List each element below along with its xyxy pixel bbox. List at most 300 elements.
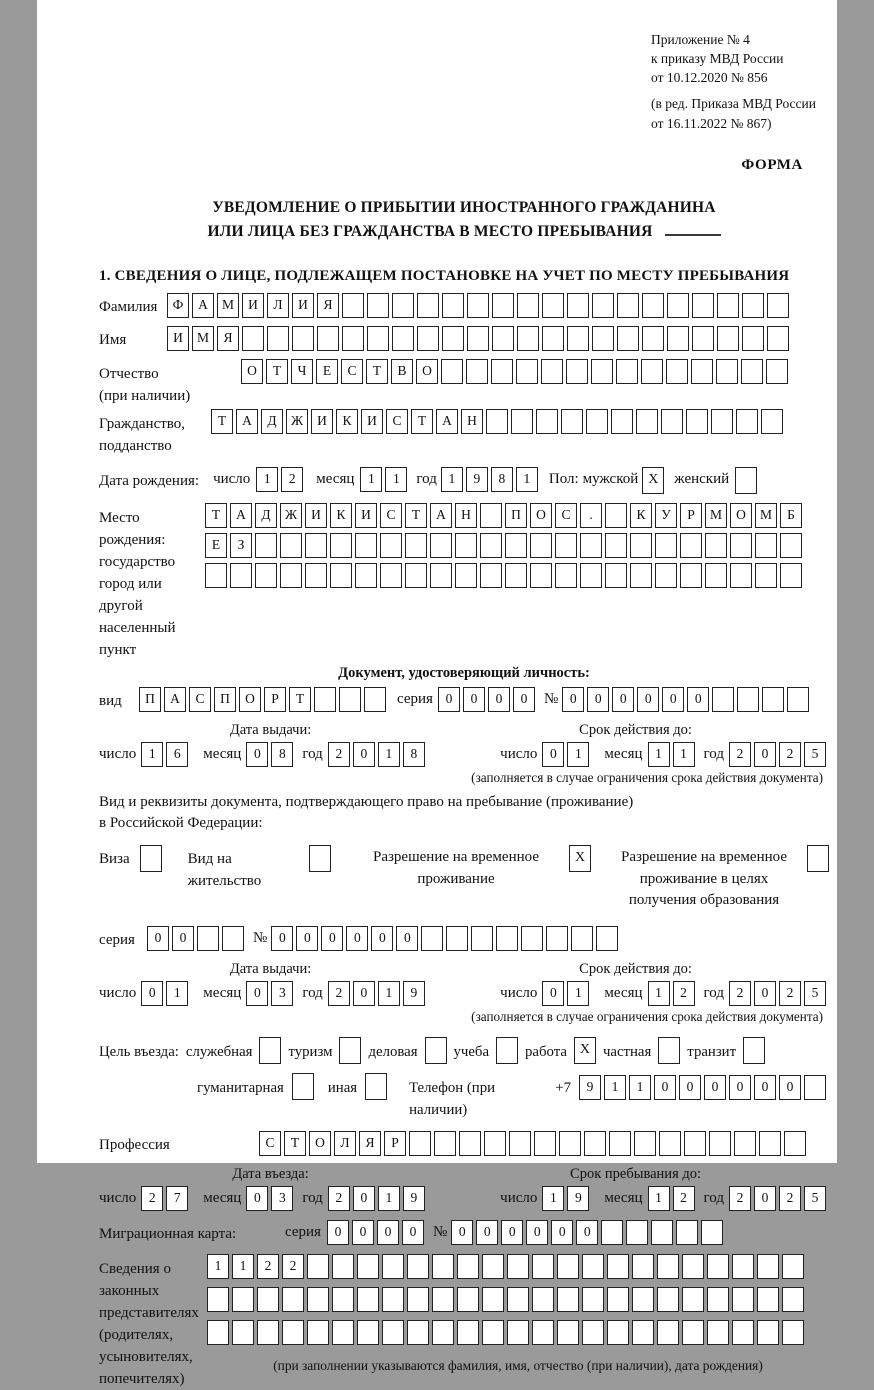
- form-cell[interactable]: [617, 326, 639, 351]
- form-cell[interactable]: [711, 409, 733, 434]
- form-cell[interactable]: [542, 293, 564, 318]
- form-cell[interactable]: [607, 1254, 629, 1279]
- form-cell[interactable]: [330, 563, 352, 588]
- form-cell[interactable]: 1: [441, 467, 463, 492]
- form-cell[interactable]: [442, 293, 464, 318]
- form-cell[interactable]: [492, 293, 514, 318]
- form-cell[interactable]: 0: [704, 1075, 726, 1100]
- form-cell[interactable]: [582, 1254, 604, 1279]
- form-cell[interactable]: 2: [729, 1186, 751, 1211]
- form-cell[interactable]: С: [189, 687, 211, 712]
- form-cell[interactable]: [492, 326, 514, 351]
- form-cell[interactable]: [682, 1320, 704, 1345]
- form-cell[interactable]: 0: [246, 742, 268, 767]
- form-cell[interactable]: [432, 1287, 454, 1312]
- form-cell[interactable]: [405, 533, 427, 558]
- form-cell[interactable]: [339, 687, 361, 712]
- form-cell[interactable]: 2: [328, 1186, 350, 1211]
- form-cell[interactable]: [657, 1320, 679, 1345]
- form-cell[interactable]: [536, 409, 558, 434]
- form-cell[interactable]: [380, 563, 402, 588]
- form-cell[interactable]: [757, 1320, 779, 1345]
- form-cell[interactable]: [417, 326, 439, 351]
- form-cell[interactable]: [511, 409, 533, 434]
- form-cell[interactable]: [409, 1131, 431, 1156]
- form-cell[interactable]: [255, 533, 277, 558]
- form-cell[interactable]: [517, 326, 539, 351]
- form-cell[interactable]: [534, 1131, 556, 1156]
- form-cell[interactable]: 0: [476, 1220, 498, 1245]
- form-cell[interactable]: [667, 293, 689, 318]
- form-cell[interactable]: 8: [403, 742, 425, 767]
- purpose-private-checkbox[interactable]: [658, 1037, 680, 1064]
- form-cell[interactable]: 1: [567, 981, 589, 1006]
- form-cell[interactable]: 7: [166, 1186, 188, 1211]
- form-cell[interactable]: [482, 1254, 504, 1279]
- form-cell[interactable]: [780, 533, 802, 558]
- form-cell[interactable]: 0: [488, 687, 510, 712]
- form-cell[interactable]: К: [330, 503, 352, 528]
- form-cell[interactable]: [314, 687, 336, 712]
- form-cell[interactable]: 5: [804, 742, 826, 767]
- form-cell[interactable]: [626, 1220, 648, 1245]
- form-cell[interactable]: [392, 326, 414, 351]
- form-cell[interactable]: [782, 1320, 804, 1345]
- form-cell[interactable]: [484, 1131, 506, 1156]
- form-cell[interactable]: О: [241, 359, 263, 384]
- form-cell[interactable]: 0: [463, 687, 485, 712]
- form-cell[interactable]: [305, 563, 327, 588]
- form-cell[interactable]: 1: [648, 981, 670, 1006]
- form-cell[interactable]: [430, 533, 452, 558]
- form-cell[interactable]: [755, 563, 777, 588]
- form-cell[interactable]: [780, 563, 802, 588]
- form-cell[interactable]: [676, 1220, 698, 1245]
- form-cell[interactable]: [417, 293, 439, 318]
- form-cell[interactable]: [382, 1287, 404, 1312]
- form-cell[interactable]: 0: [654, 1075, 676, 1100]
- form-cell[interactable]: [692, 326, 714, 351]
- form-cell[interactable]: [705, 533, 727, 558]
- form-cell[interactable]: [307, 1287, 329, 1312]
- form-cell[interactable]: 1: [360, 467, 382, 492]
- form-cell[interactable]: [557, 1320, 579, 1345]
- form-cell[interactable]: [712, 687, 734, 712]
- form-cell[interactable]: [592, 293, 614, 318]
- form-cell[interactable]: [442, 326, 464, 351]
- form-cell[interactable]: Т: [289, 687, 311, 712]
- form-cell[interactable]: [205, 563, 227, 588]
- form-cell[interactable]: 0: [679, 1075, 701, 1100]
- form-cell[interactable]: 2: [729, 981, 751, 1006]
- form-cell[interactable]: [716, 359, 738, 384]
- form-cell[interactable]: Я: [217, 326, 239, 351]
- form-cell[interactable]: [586, 409, 608, 434]
- form-cell[interactable]: [364, 687, 386, 712]
- form-cell[interactable]: [332, 1320, 354, 1345]
- form-cell[interactable]: [432, 1254, 454, 1279]
- temp-residence-edu-checkbox[interactable]: [807, 845, 829, 872]
- form-cell[interactable]: С: [259, 1131, 281, 1156]
- form-cell[interactable]: С: [555, 503, 577, 528]
- form-cell[interactable]: 2: [257, 1254, 279, 1279]
- visa-checkbox[interactable]: [140, 845, 162, 872]
- form-cell[interactable]: [555, 563, 577, 588]
- form-cell[interactable]: 9: [567, 1186, 589, 1211]
- form-cell[interactable]: 0: [754, 1075, 776, 1100]
- form-cell[interactable]: М: [217, 293, 239, 318]
- form-cell[interactable]: С: [380, 503, 402, 528]
- form-cell[interactable]: [280, 563, 302, 588]
- form-cell[interactable]: 2: [328, 981, 350, 1006]
- form-cell[interactable]: [657, 1287, 679, 1312]
- form-cell[interactable]: 0: [513, 687, 535, 712]
- form-cell[interactable]: 1: [629, 1075, 651, 1100]
- form-cell[interactable]: [491, 359, 513, 384]
- form-cell[interactable]: [732, 1254, 754, 1279]
- form-cell[interactable]: 0: [576, 1220, 598, 1245]
- form-cell[interactable]: [680, 533, 702, 558]
- form-cell[interactable]: [459, 1131, 481, 1156]
- purpose-other-checkbox[interactable]: [365, 1073, 387, 1100]
- form-cell[interactable]: [532, 1254, 554, 1279]
- form-cell[interactable]: 2: [729, 742, 751, 767]
- form-cell[interactable]: 2: [328, 742, 350, 767]
- form-cell[interactable]: О: [416, 359, 438, 384]
- form-cell[interactable]: [782, 1287, 804, 1312]
- form-cell[interactable]: 9: [403, 981, 425, 1006]
- form-cell[interactable]: [457, 1320, 479, 1345]
- form-cell[interactable]: [242, 326, 264, 351]
- form-cell[interactable]: [467, 326, 489, 351]
- form-cell[interactable]: [767, 326, 789, 351]
- form-cell[interactable]: 1: [378, 1186, 400, 1211]
- form-cell[interactable]: [382, 1254, 404, 1279]
- form-cell[interactable]: Ф: [167, 293, 189, 318]
- form-cell[interactable]: Я: [317, 293, 339, 318]
- form-cell[interactable]: 2: [779, 742, 801, 767]
- form-cell[interactable]: [707, 1254, 729, 1279]
- form-cell[interactable]: [197, 926, 219, 951]
- form-cell[interactable]: Т: [266, 359, 288, 384]
- form-cell[interactable]: О: [239, 687, 261, 712]
- form-cell[interactable]: [607, 1320, 629, 1345]
- form-cell[interactable]: И: [167, 326, 189, 351]
- form-cell[interactable]: М: [192, 326, 214, 351]
- form-cell[interactable]: 2: [673, 1186, 695, 1211]
- form-cell[interactable]: [507, 1287, 529, 1312]
- form-cell[interactable]: [692, 293, 714, 318]
- form-cell[interactable]: 0: [352, 1220, 374, 1245]
- form-cell[interactable]: В: [391, 359, 413, 384]
- form-cell[interactable]: И: [311, 409, 333, 434]
- form-cell[interactable]: [380, 533, 402, 558]
- form-cell[interactable]: [480, 533, 502, 558]
- form-cell[interactable]: [267, 326, 289, 351]
- form-cell[interactable]: 1: [166, 981, 188, 1006]
- form-cell[interactable]: [596, 926, 618, 951]
- form-cell[interactable]: 0: [587, 687, 609, 712]
- form-cell[interactable]: [782, 1254, 804, 1279]
- form-cell[interactable]: 1: [385, 467, 407, 492]
- form-cell[interactable]: [732, 1287, 754, 1312]
- form-cell[interactable]: [591, 359, 613, 384]
- form-cell[interactable]: [651, 1220, 673, 1245]
- form-cell[interactable]: 0: [637, 687, 659, 712]
- form-cell[interactable]: [636, 409, 658, 434]
- form-cell[interactable]: [655, 563, 677, 588]
- form-cell[interactable]: [305, 533, 327, 558]
- form-cell[interactable]: [546, 926, 568, 951]
- form-cell[interactable]: 1: [378, 981, 400, 1006]
- form-cell[interactable]: [530, 563, 552, 588]
- form-cell[interactable]: [355, 533, 377, 558]
- form-cell[interactable]: 0: [612, 687, 634, 712]
- form-cell[interactable]: А: [230, 503, 252, 528]
- form-cell[interactable]: [657, 1254, 679, 1279]
- form-cell[interactable]: [557, 1287, 579, 1312]
- form-cell[interactable]: [516, 359, 538, 384]
- form-cell[interactable]: [659, 1131, 681, 1156]
- form-cell[interactable]: И: [361, 409, 383, 434]
- form-cell[interactable]: [605, 533, 627, 558]
- form-cell[interactable]: [421, 926, 443, 951]
- form-cell[interactable]: [582, 1287, 604, 1312]
- form-cell[interactable]: Т: [411, 409, 433, 434]
- form-cell[interactable]: [282, 1287, 304, 1312]
- form-cell[interactable]: 2: [282, 1254, 304, 1279]
- form-cell[interactable]: 1: [648, 742, 670, 767]
- form-cell[interactable]: К: [336, 409, 358, 434]
- form-cell[interactable]: 0: [172, 926, 194, 951]
- form-cell[interactable]: [407, 1320, 429, 1345]
- form-cell[interactable]: [507, 1320, 529, 1345]
- form-cell[interactable]: 1: [232, 1254, 254, 1279]
- form-cell[interactable]: [680, 563, 702, 588]
- form-cell[interactable]: [559, 1131, 581, 1156]
- form-cell[interactable]: [482, 1287, 504, 1312]
- form-cell[interactable]: [561, 409, 583, 434]
- form-cell[interactable]: 3: [271, 1186, 293, 1211]
- form-cell[interactable]: [787, 687, 809, 712]
- form-cell[interactable]: 1: [516, 467, 538, 492]
- form-cell[interactable]: [457, 1287, 479, 1312]
- form-cell[interactable]: 0: [438, 687, 460, 712]
- form-cell[interactable]: [367, 326, 389, 351]
- form-cell[interactable]: 8: [271, 742, 293, 767]
- form-cell[interactable]: 0: [327, 1220, 349, 1245]
- form-cell[interactable]: Р: [264, 687, 286, 712]
- form-cell[interactable]: [496, 926, 518, 951]
- form-cell[interactable]: 0: [729, 1075, 751, 1100]
- form-cell[interactable]: Л: [334, 1131, 356, 1156]
- form-cell[interactable]: [255, 563, 277, 588]
- form-cell[interactable]: [617, 293, 639, 318]
- form-cell[interactable]: 9: [579, 1075, 601, 1100]
- form-cell[interactable]: [682, 1254, 704, 1279]
- form-cell[interactable]: [655, 533, 677, 558]
- form-cell[interactable]: [480, 563, 502, 588]
- form-cell[interactable]: [607, 1287, 629, 1312]
- form-cell[interactable]: [742, 293, 764, 318]
- form-cell[interactable]: З: [230, 533, 252, 558]
- form-cell[interactable]: [392, 293, 414, 318]
- form-cell[interactable]: 0: [271, 926, 293, 951]
- form-cell[interactable]: 0: [687, 687, 709, 712]
- form-cell[interactable]: [701, 1220, 723, 1245]
- form-cell[interactable]: [661, 409, 683, 434]
- form-cell[interactable]: [757, 1287, 779, 1312]
- form-cell[interactable]: [307, 1320, 329, 1345]
- form-cell[interactable]: [730, 563, 752, 588]
- form-cell[interactable]: Ж: [286, 409, 308, 434]
- form-cell[interactable]: [580, 533, 602, 558]
- form-cell[interactable]: [505, 533, 527, 558]
- form-cell[interactable]: [405, 563, 427, 588]
- form-cell[interactable]: 0: [353, 1186, 375, 1211]
- form-cell[interactable]: 1: [567, 742, 589, 767]
- form-cell[interactable]: [580, 563, 602, 588]
- form-cell[interactable]: [407, 1254, 429, 1279]
- purpose-tourism-checkbox[interactable]: [339, 1037, 361, 1064]
- form-cell[interactable]: 0: [246, 1186, 268, 1211]
- form-cell[interactable]: 0: [353, 981, 375, 1006]
- form-cell[interactable]: 0: [371, 926, 393, 951]
- form-cell[interactable]: 5: [804, 1186, 826, 1211]
- form-cell[interactable]: .: [580, 503, 602, 528]
- form-cell[interactable]: [434, 1131, 456, 1156]
- form-cell[interactable]: Я: [359, 1131, 381, 1156]
- form-cell[interactable]: 2: [779, 1186, 801, 1211]
- form-cell[interactable]: [530, 533, 552, 558]
- form-cell[interactable]: [307, 1254, 329, 1279]
- form-cell[interactable]: О: [309, 1131, 331, 1156]
- form-cell[interactable]: [641, 359, 663, 384]
- form-cell[interactable]: П: [139, 687, 161, 712]
- form-cell[interactable]: 0: [542, 981, 564, 1006]
- form-cell[interactable]: С: [341, 359, 363, 384]
- form-cell[interactable]: 2: [281, 467, 303, 492]
- form-cell[interactable]: А: [430, 503, 452, 528]
- form-cell[interactable]: [230, 563, 252, 588]
- form-cell[interactable]: И: [242, 293, 264, 318]
- form-cell[interactable]: М: [755, 503, 777, 528]
- form-cell[interactable]: 1: [604, 1075, 626, 1100]
- form-cell[interactable]: 2: [141, 1186, 163, 1211]
- form-cell[interactable]: [482, 1320, 504, 1345]
- form-cell[interactable]: [730, 533, 752, 558]
- form-cell[interactable]: 0: [246, 981, 268, 1006]
- form-cell[interactable]: [441, 359, 463, 384]
- form-cell[interactable]: [707, 1287, 729, 1312]
- form-cell[interactable]: 0: [396, 926, 418, 951]
- form-cell[interactable]: Ж: [280, 503, 302, 528]
- form-cell[interactable]: А: [164, 687, 186, 712]
- sex-female-checkbox[interactable]: [735, 467, 757, 494]
- form-cell[interactable]: [222, 926, 244, 951]
- form-cell[interactable]: [742, 326, 764, 351]
- form-cell[interactable]: 0: [501, 1220, 523, 1245]
- form-cell[interactable]: [257, 1320, 279, 1345]
- form-cell[interactable]: [632, 1320, 654, 1345]
- form-cell[interactable]: И: [292, 293, 314, 318]
- form-cell[interactable]: 0: [779, 1075, 801, 1100]
- form-cell[interactable]: 0: [147, 926, 169, 951]
- form-cell[interactable]: [761, 409, 783, 434]
- form-cell[interactable]: [804, 1075, 826, 1100]
- form-cell[interactable]: [567, 326, 589, 351]
- form-cell[interactable]: [521, 926, 543, 951]
- form-cell[interactable]: [632, 1254, 654, 1279]
- form-cell[interactable]: [686, 409, 708, 434]
- form-cell[interactable]: [280, 533, 302, 558]
- form-cell[interactable]: [605, 503, 627, 528]
- form-cell[interactable]: [630, 533, 652, 558]
- form-cell[interactable]: [382, 1320, 404, 1345]
- form-cell[interactable]: [486, 409, 508, 434]
- form-cell[interactable]: [736, 409, 758, 434]
- form-cell[interactable]: [455, 563, 477, 588]
- form-cell[interactable]: [592, 326, 614, 351]
- purpose-transit-checkbox[interactable]: [743, 1037, 765, 1064]
- form-cell[interactable]: [357, 1254, 379, 1279]
- form-cell[interactable]: [682, 1287, 704, 1312]
- temp-residence-checkbox[interactable]: X: [569, 845, 591, 872]
- form-cell[interactable]: 0: [526, 1220, 548, 1245]
- form-cell[interactable]: И: [305, 503, 327, 528]
- form-cell[interactable]: 8: [491, 467, 513, 492]
- form-cell[interactable]: [759, 1131, 781, 1156]
- form-cell[interactable]: П: [505, 503, 527, 528]
- form-cell[interactable]: 0: [662, 687, 684, 712]
- form-cell[interactable]: [342, 326, 364, 351]
- form-cell[interactable]: С: [386, 409, 408, 434]
- form-cell[interactable]: [642, 326, 664, 351]
- form-cell[interactable]: [517, 293, 539, 318]
- form-cell[interactable]: [332, 1287, 354, 1312]
- form-cell[interactable]: Н: [461, 409, 483, 434]
- form-cell[interactable]: [407, 1287, 429, 1312]
- sex-male-checkbox[interactable]: X: [642, 467, 664, 494]
- form-cell[interactable]: О: [730, 503, 752, 528]
- purpose-official-checkbox[interactable]: [259, 1037, 281, 1064]
- form-cell[interactable]: И: [355, 503, 377, 528]
- form-cell[interactable]: 9: [403, 1186, 425, 1211]
- form-cell[interactable]: [691, 359, 713, 384]
- form-cell[interactable]: [767, 293, 789, 318]
- form-cell[interactable]: [717, 293, 739, 318]
- form-cell[interactable]: Д: [255, 503, 277, 528]
- form-cell[interactable]: Т: [405, 503, 427, 528]
- form-cell[interactable]: [507, 1254, 529, 1279]
- form-cell[interactable]: [707, 1320, 729, 1345]
- form-cell[interactable]: [705, 563, 727, 588]
- form-cell[interactable]: [634, 1131, 656, 1156]
- form-cell[interactable]: [257, 1287, 279, 1312]
- form-cell[interactable]: Л: [267, 293, 289, 318]
- purpose-study-checkbox[interactable]: [496, 1037, 518, 1064]
- form-cell[interactable]: 0: [346, 926, 368, 951]
- form-cell[interactable]: 0: [353, 742, 375, 767]
- form-cell[interactable]: Д: [261, 409, 283, 434]
- form-cell[interactable]: Р: [384, 1131, 406, 1156]
- form-cell[interactable]: [466, 359, 488, 384]
- form-cell[interactable]: 0: [551, 1220, 573, 1245]
- form-cell[interactable]: [717, 326, 739, 351]
- form-cell[interactable]: [232, 1287, 254, 1312]
- form-cell[interactable]: [505, 563, 527, 588]
- form-cell[interactable]: [567, 293, 589, 318]
